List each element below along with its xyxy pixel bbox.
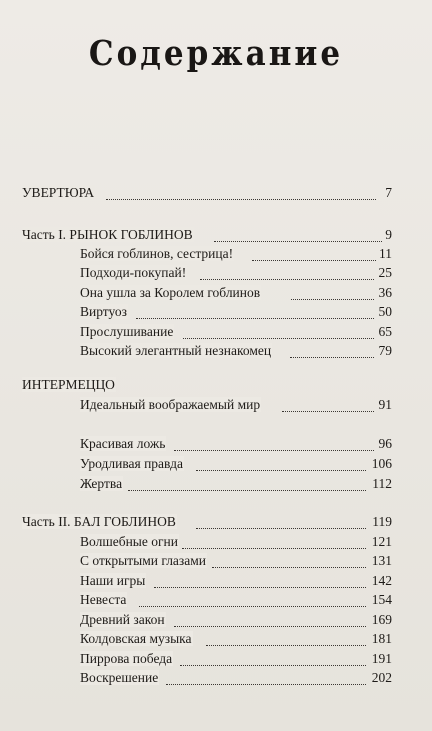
toc-leader	[290, 357, 374, 358]
toc-entry-label: УВЕРТЮРА	[22, 185, 95, 200]
toc-entry[interactable]	[0, 515, 432, 534]
toc-leader	[154, 587, 366, 588]
toc-entry-page: 36	[378, 285, 392, 300]
toc-entry[interactable]	[0, 535, 432, 554]
toc-entry-label: Прослушивание	[80, 324, 174, 339]
toc-entry-label: Идеальный воображаемый мир	[80, 397, 261, 412]
toc-leader	[252, 260, 376, 261]
toc-entry-label: Волшебные огни	[80, 534, 178, 549]
toc-entry[interactable]	[0, 477, 432, 496]
toc-entry-label: Высокий элегантный незнакомец	[80, 343, 272, 358]
toc-entry[interactable]	[0, 574, 432, 593]
toc-leader	[206, 645, 366, 646]
toc-entry-page: 181	[371, 631, 392, 646]
toc-entry[interactable]	[0, 305, 432, 324]
toc-leader	[166, 684, 366, 685]
toc-entry-page: 169	[371, 612, 392, 627]
toc-leader	[174, 626, 366, 627]
toc-entry[interactable]	[0, 344, 432, 363]
toc-leader	[212, 567, 366, 568]
toc-entry[interactable]	[0, 398, 432, 417]
toc-entry-label: Пиррова победа	[80, 651, 173, 666]
toc-entry-label: Уродливая правда	[80, 456, 183, 471]
toc-entry-label: Колдовская музыка	[80, 631, 192, 646]
toc-leader	[200, 279, 374, 280]
toc-leader	[128, 490, 366, 491]
toc-entry-page: 142	[371, 573, 392, 588]
toc-entry[interactable]	[0, 671, 432, 690]
toc-leader	[106, 199, 376, 200]
toc-entry-label: Жертва	[80, 476, 123, 491]
toc-entry-label: Часть II. БАЛ ГОБЛИНОВ	[22, 514, 176, 529]
page-title: Содержание	[88, 33, 344, 75]
toc-entry-page: 11	[379, 246, 392, 261]
toc-leader	[291, 299, 374, 300]
toc-leader	[136, 318, 374, 319]
toc-entry-page: 119	[372, 514, 392, 529]
toc-leader	[183, 338, 374, 339]
toc-entry-label: Невеста	[80, 592, 127, 607]
toc-entry-label: С открытыми глазами	[80, 553, 207, 568]
toc-leader	[214, 241, 382, 242]
toc-entry-page: 131	[371, 553, 392, 568]
toc-entry-page: 91	[378, 397, 392, 412]
toc-entry-page: 202	[371, 670, 392, 685]
toc-entry[interactable]	[0, 437, 432, 456]
toc-entry[interactable]	[0, 286, 432, 305]
toc-leader	[180, 665, 366, 666]
toc-leader	[182, 548, 366, 549]
toc-entry-page: 65	[378, 324, 392, 339]
toc-entry-page: 154	[371, 592, 392, 607]
toc-leader	[174, 450, 374, 451]
toc-entry-page: 7	[385, 185, 392, 200]
toc-entry-label: Подходи-покупай!	[80, 265, 187, 280]
toc-entry[interactable]	[0, 186, 432, 205]
toc-entry[interactable]	[0, 247, 432, 266]
toc-leader	[196, 528, 366, 529]
toc-entry-page: 96	[378, 436, 392, 451]
toc-entry-page: 79	[378, 343, 392, 358]
toc-entry-label: Наши игры	[80, 573, 146, 588]
toc-leader	[196, 470, 366, 471]
toc-entry-label: Бойся гоблинов, сестрица!	[80, 246, 234, 261]
toc-entry-label: Воскрешение	[80, 670, 159, 685]
toc-leader	[282, 411, 374, 412]
toc-entry[interactable]	[0, 554, 432, 573]
toc-entry-label: Красивая ложь	[80, 436, 166, 451]
toc-entry[interactable]	[0, 613, 432, 632]
toc-entry-label: Виртуоз	[80, 304, 128, 319]
toc-entry-page: 9	[385, 227, 392, 242]
toc-entry-label: Она ушла за Королем гоблинов	[80, 285, 261, 300]
toc-entry-page: 106	[371, 456, 392, 471]
toc-entry-label: Часть I. РЫНОК ГОБЛИНОВ	[22, 227, 193, 242]
toc-entry[interactable]	[0, 457, 432, 476]
toc-entry-page: 112	[372, 476, 392, 491]
toc-entry-page: 191	[371, 651, 392, 666]
toc-entry-label: ИНТЕРМЕЦЦО	[22, 377, 115, 392]
toc-entry-label: Древний закон	[80, 612, 165, 627]
toc-entry[interactable]	[0, 652, 432, 671]
toc-leader	[139, 606, 366, 607]
toc-entry[interactable]	[0, 593, 432, 612]
toc-entry[interactable]	[0, 632, 432, 651]
toc-entry-page: 50	[378, 304, 392, 319]
toc-entry-page: 121	[371, 534, 392, 549]
toc-entry-page: 25	[378, 265, 392, 280]
